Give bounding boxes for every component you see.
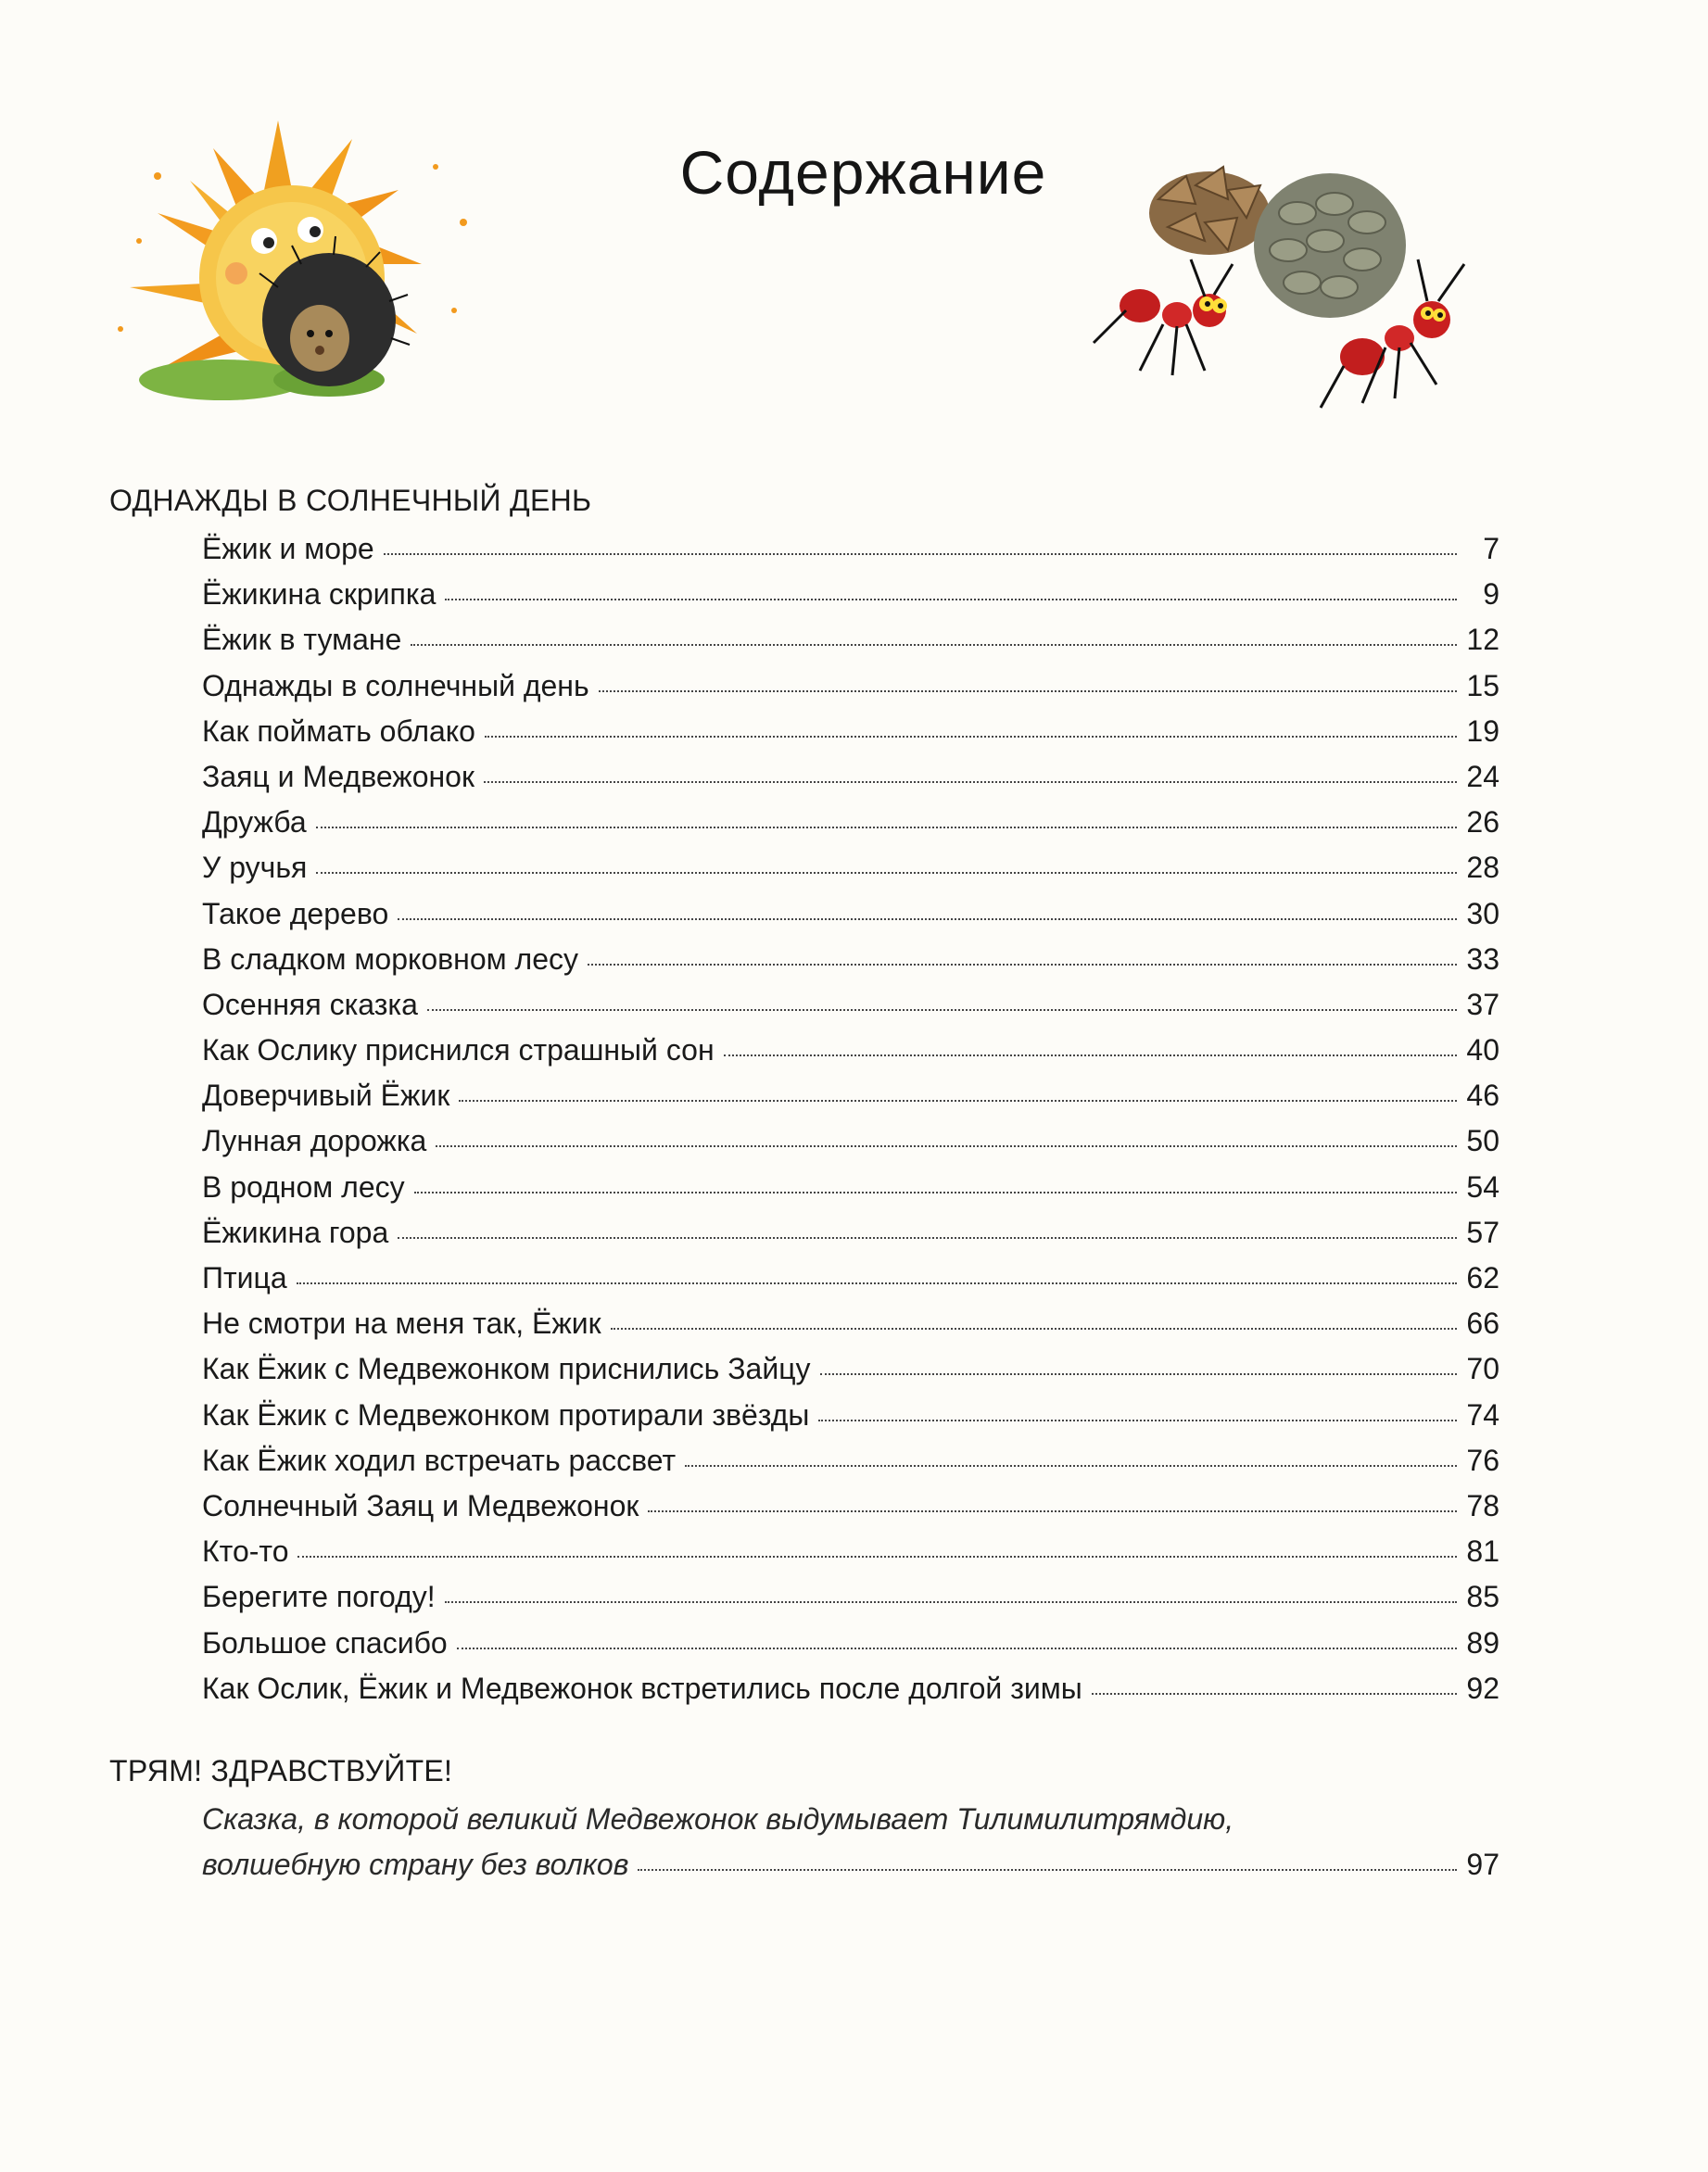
pinecone-large [1254,173,1406,318]
entry-page: 7 [1483,532,1499,565]
entry-page: 78 [1466,1488,1499,1522]
entry-page: 46 [1466,1079,1499,1113]
entry-page: 54 [1466,1169,1499,1204]
entry-page: 76 [1466,1443,1499,1477]
entry-page: 19 [1466,713,1499,748]
entry-title: В сладком морковном лесу [202,941,578,976]
entry-page: 33 [1466,941,1499,976]
toc-entry[interactable] [109,1165,1499,1210]
entry-title: Доверчивый Ёжик [202,1079,450,1113]
entry-page: 50 [1466,1124,1499,1158]
toc-entry[interactable] [109,1484,1499,1529]
toc-entry[interactable] [109,845,1499,890]
toc-entry[interactable] [109,891,1499,937]
entry-page: 92 [1466,1671,1499,1705]
entry-title: Ёжикина скрипка [202,577,436,612]
toc-entry[interactable] [109,1438,1499,1484]
leader-dots [398,1237,1457,1239]
entry-title-line2: волшебную страну без волков [202,1848,629,1882]
toc-entry[interactable] [109,1346,1499,1392]
toc-entry[interactable] [109,1797,1499,1888]
toc-entry[interactable] [109,572,1499,617]
leader-dots [484,781,1457,783]
entry-title: Как поймать облако [202,713,475,748]
entry-title: Берегите погоду! [202,1580,436,1614]
entry-page: 28 [1466,851,1499,885]
toc-entry[interactable] [109,1118,1499,1164]
toc-entry[interactable] [109,1028,1499,1073]
toc-entry[interactable] [109,937,1499,982]
pinecone-small [1149,167,1270,255]
toc-entry[interactable] [109,1574,1499,1620]
entry-title: Заяц и Медвежонок [202,759,474,793]
entry-page: 81 [1466,1534,1499,1569]
leader-dots [316,827,1457,828]
entry-page: 62 [1466,1261,1499,1294]
leader-dots [485,736,1457,738]
entry-page: 24 [1466,759,1499,793]
entry-title: Ёжик в тумане [202,623,402,657]
entry-title: Как Ёжик с Медвежонком протирали звёзды [202,1397,810,1432]
toc-entry[interactable] [109,800,1499,845]
leader-dots [297,1556,1457,1558]
leader-dots [638,1869,1457,1871]
toc-entry[interactable] [109,709,1499,754]
toc-entry[interactable] [109,1301,1499,1346]
entry-title: Солнечный Заяц и Медвежонок [202,1488,639,1522]
entry-page: 12 [1466,623,1499,657]
leader-dots [436,1145,1457,1147]
toc-entry[interactable] [109,526,1499,572]
toc-entry[interactable] [109,982,1499,1028]
entry-title: Такое дерево [202,896,389,930]
entry-title: Кто-то [202,1534,289,1569]
leader-dots [445,1601,1457,1603]
ants-pinecones-illustration [1075,148,1501,426]
entry-page: 97 [1466,1848,1499,1882]
toc-entry[interactable] [109,1621,1499,1666]
toc-entry[interactable] [109,663,1499,709]
leader-dots [599,690,1457,692]
section-heading: ТРЯМ! ЗДРАВСТВУЙТЕ! [109,1753,453,1787]
entry-title: Как Ослику приснился страшный сон [202,1033,715,1067]
entry-title: У ручья [202,851,308,885]
leader-dots [398,918,1457,920]
leader-dots [611,1328,1457,1330]
entry-page: 70 [1466,1352,1499,1386]
leader-dots [459,1100,1457,1102]
toc-entry[interactable] [109,1210,1499,1256]
leader-dots [648,1510,1457,1512]
entry-page: 26 [1466,805,1499,840]
section-spacer [109,1711,1499,1745]
section-entries [109,526,1499,1711]
entry-title: Дружба [202,805,307,840]
leader-dots [427,1009,1457,1011]
entry-page: 37 [1466,987,1499,1021]
leader-dots [384,553,1457,555]
entry-last-line [202,1842,1499,1888]
entry-title: Не смотри на меня так, Ёжик [202,1307,601,1341]
toc-entry[interactable] [109,1393,1499,1438]
toc-entry[interactable] [109,1529,1499,1574]
entry-title: Лунная дорожка [202,1124,427,1158]
entry-title: Ёжик и море [202,532,374,565]
ant-left [1094,259,1233,375]
entry-title: Как Ослик, Ёжик и Медвежонок встретились после долгой зимы [202,1671,1082,1705]
entry-page: 9 [1483,577,1499,612]
hedgehog-face [290,305,349,372]
table-of-contents [109,474,1499,1888]
toc-entry[interactable] [109,1256,1499,1301]
entry-title: Птица [202,1261,287,1294]
entry-page: 40 [1466,1033,1499,1067]
entry-page: 85 [1466,1580,1499,1614]
toc-entry[interactable] [109,754,1499,800]
entry-page: 89 [1466,1625,1499,1660]
leader-dots [457,1648,1457,1649]
leader-dots [724,1054,1457,1056]
entry-title: Ёжикина гора [202,1215,389,1249]
entry-page: 15 [1466,668,1499,702]
leader-dots [297,1282,1457,1284]
page-title: Содержание [679,138,1047,207]
leader-dots [588,964,1457,966]
leader-dots [820,1373,1457,1375]
entry-title: Однажды в солнечный день [202,668,589,702]
leader-dots [411,644,1457,646]
entry-title: Как Ёжик с Медвежонком приснились Зайцу [202,1352,811,1386]
leader-dots [1092,1693,1457,1695]
entry-page: 30 [1466,896,1499,930]
leader-dots [414,1192,1457,1193]
entry-page: 66 [1466,1307,1499,1341]
entry-title: Как Ёжик ходил встречать рассвет [202,1443,677,1477]
entry-page: 57 [1466,1215,1499,1249]
toc-entry[interactable] [109,1666,1499,1711]
entry-title: Осенняя сказка [202,987,418,1021]
leader-dots [685,1465,1457,1467]
entry-title: В родном лесу [202,1169,405,1204]
entry-page: 74 [1466,1397,1499,1432]
entry-title-line1: Сказка, в которой великий Медвежонок выдумывает Тилимилитрямдию, [202,1801,1234,1836]
leader-dots [445,599,1457,600]
entry-title: Большое спасибо [202,1625,448,1660]
toc-entry[interactable] [109,617,1499,663]
toc-entry[interactable] [109,1073,1499,1118]
section-heading: ОДНАЖДЫ В СОЛНЕЧНЫЙ ДЕНЬ [109,484,592,517]
leader-dots [316,872,1457,874]
leader-dots [818,1420,1457,1421]
